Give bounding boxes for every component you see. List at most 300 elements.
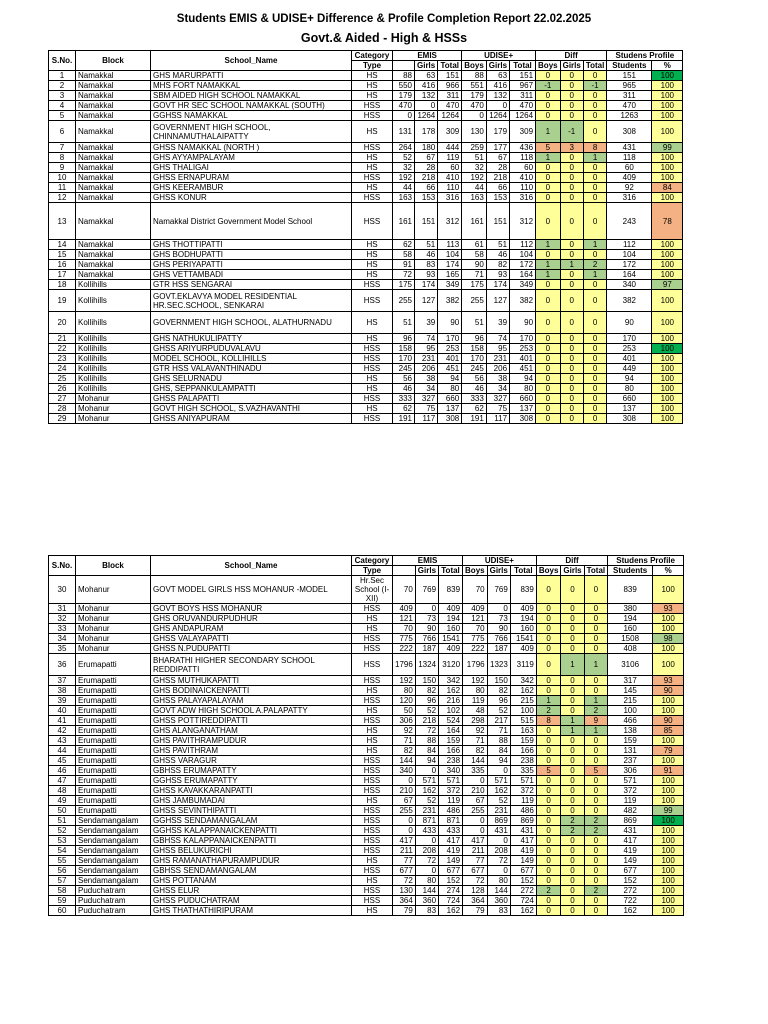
- cell-students: 138: [608, 726, 653, 736]
- cell-pct: 100: [652, 163, 683, 173]
- cell-school-name: MHS FORT NAMAKKAL: [151, 81, 352, 91]
- cell-emis-boys: 72: [393, 876, 416, 886]
- cell-diff-total: 0: [583, 414, 607, 424]
- cell-block: Sendamangalam: [76, 866, 151, 876]
- cell-diff-boys: 0: [536, 634, 561, 644]
- cell-category: HS: [352, 384, 393, 394]
- table-row: [49, 121, 683, 143]
- cell-students: 466: [608, 716, 653, 726]
- cell-school-name: GHSS KONUR: [151, 193, 352, 203]
- header-udise-boys: Boys: [462, 61, 487, 71]
- cell-sno: 5: [49, 111, 76, 121]
- cell-students: 170: [607, 334, 652, 344]
- cell-school-name: GHSS POTTIREDDIPATTI: [151, 716, 352, 726]
- cell-students: 308: [607, 121, 652, 143]
- cell-emis-total: 216: [439, 696, 463, 706]
- cell-emis-boys: 91: [393, 260, 415, 270]
- cell-students: 317: [608, 676, 653, 686]
- cell-diff-boys: 0: [536, 906, 561, 916]
- cell-diff-girls: 0: [560, 364, 583, 374]
- cell-udise-boys: 335: [463, 766, 488, 776]
- header-udise-girls: Girls: [486, 61, 509, 71]
- cell-emis-girls: 208: [415, 846, 438, 856]
- table-row: [49, 746, 684, 756]
- cell-udise-total: 311: [510, 91, 536, 101]
- cell-udise-boys: 32: [462, 163, 487, 173]
- cell-diff-boys: 0: [536, 250, 561, 260]
- cell-diff-boys: -1: [536, 81, 561, 91]
- table-row: [49, 193, 683, 203]
- cell-udise-girls: 117: [486, 414, 509, 424]
- cell-emis-boys: 192: [393, 676, 416, 686]
- cell-diff-boys: 0: [536, 866, 561, 876]
- header-udise-total: Total: [510, 566, 536, 576]
- cell-diff-boys: 0: [536, 384, 561, 394]
- cell-sno: 29: [49, 414, 76, 424]
- cell-sno: 4: [49, 101, 76, 111]
- cell-students: 3106: [608, 654, 653, 676]
- table-row: [49, 374, 683, 384]
- cell-emis-boys: 255: [393, 806, 416, 816]
- header-sno: S.No.: [49, 556, 76, 576]
- cell-school-name: Namakkal District Government Model School: [151, 203, 352, 240]
- cell-students: 1263: [607, 111, 652, 121]
- cell-sno: 30: [49, 576, 76, 604]
- cell-block: Puduchatram: [76, 906, 151, 916]
- cell-diff-total: 0: [583, 121, 607, 143]
- cell-students: 194: [608, 614, 653, 624]
- cell-diff-boys: 0: [536, 746, 561, 756]
- cell-diff-boys: 0: [536, 726, 561, 736]
- cell-pct: 100: [652, 260, 683, 270]
- header-udise-total: Total: [510, 61, 536, 71]
- cell-school-name: GHSS PUDUCHATRAM: [151, 896, 352, 906]
- cell-emis-total: 839: [439, 576, 463, 604]
- cell-diff-boys: 1: [536, 260, 561, 270]
- cell-emis-boys: 62: [393, 240, 415, 250]
- cell-diff-girls: 0: [560, 354, 583, 364]
- cell-sno: 31: [49, 604, 76, 614]
- cell-sno: 17: [49, 270, 76, 280]
- cell-school-name: GGHSS KALAPPANAICKENPATTI: [151, 826, 352, 836]
- cell-sno: 45: [49, 756, 76, 766]
- cell-diff-total: 1: [583, 270, 607, 280]
- cell-sno: 7: [49, 143, 76, 153]
- cell-diff-boys: 0: [536, 290, 561, 312]
- cell-emis-total: 308: [438, 414, 462, 424]
- cell-pct: 93: [653, 676, 684, 686]
- cell-diff-boys: 0: [536, 193, 561, 203]
- table-row: [49, 173, 683, 183]
- cell-udise-girls: 127: [486, 290, 509, 312]
- cell-students: 104: [607, 250, 652, 260]
- cell-school-name: BHARATHI HIGHER SECONDARY SCHOOL REDDIPATTI: [151, 654, 352, 676]
- cell-sno: 10: [49, 173, 76, 183]
- cell-udise-boys: 48: [463, 706, 488, 716]
- cell-pct: 90: [653, 686, 684, 696]
- cell-category: HSS: [352, 634, 393, 644]
- cell-diff-girls: -1: [560, 121, 583, 143]
- cell-diff-girls: 0: [560, 101, 583, 111]
- cell-diff-girls: 0: [560, 163, 583, 173]
- cell-diff-girls: 0: [561, 876, 584, 886]
- cell-sno: 11: [49, 183, 76, 193]
- cell-school-name: MODEL SCHOOL, KOLLIHILLS: [151, 354, 352, 364]
- header-diff-girls: Girls: [561, 566, 584, 576]
- cell-school-name: GHS, SEPPANKULAMPATTI: [151, 384, 352, 394]
- cell-emis-total: 724: [439, 896, 463, 906]
- cell-udise-girls: 96: [487, 696, 510, 706]
- cell-emis-total: 1264: [438, 111, 462, 121]
- cell-pct: 84: [652, 183, 683, 193]
- cell-diff-boys: 0: [536, 876, 561, 886]
- cell-students: 308: [607, 414, 652, 424]
- cell-pct: 100: [652, 250, 683, 260]
- cell-udise-boys: 298: [463, 716, 488, 726]
- cell-udise-total: 660: [510, 394, 536, 404]
- cell-emis-boys: 82: [393, 746, 416, 756]
- cell-pct: 100: [652, 344, 683, 354]
- cell-udise-boys: 191: [462, 414, 487, 424]
- cell-diff-girls: 0: [560, 111, 583, 121]
- cell-block: Kollihills: [76, 334, 151, 344]
- cell-category: HS: [352, 270, 393, 280]
- cell-udise-girls: 869: [487, 816, 510, 826]
- cell-emis-total: 174: [438, 260, 462, 270]
- cell-school-name: GOVERNMENT HIGH SCHOOL, CHINNAMUTHALAIPATTY: [151, 121, 352, 143]
- cell-udise-total: 677: [510, 866, 536, 876]
- cell-diff-boys: 0: [536, 654, 561, 676]
- table-row: [49, 736, 684, 746]
- cell-diff-boys: 0: [536, 334, 561, 344]
- cell-udise-boys: 71: [462, 270, 487, 280]
- cell-udise-total: 1541: [510, 634, 536, 644]
- cell-udise-girls: 151: [486, 203, 509, 240]
- cell-sno: 51: [49, 816, 76, 826]
- cell-emis-total: 524: [439, 716, 463, 726]
- cell-school-name: GHS SELURNADU: [151, 374, 352, 384]
- cell-category: Hr.Sec School (I-XII): [352, 576, 393, 604]
- header-school-name: School_Name: [151, 556, 352, 576]
- cell-diff-girls: 0: [560, 153, 583, 163]
- cell-emis-total: 60: [438, 163, 462, 173]
- cell-udise-boys: 417: [463, 836, 488, 846]
- cell-diff-total: 0: [584, 634, 608, 644]
- cell-school-name: GHS PERIYAPATTI: [151, 260, 352, 270]
- table-row: [49, 260, 683, 270]
- cell-category: HSS: [352, 193, 393, 203]
- cell-emis-boys: 470: [393, 101, 415, 111]
- cell-block: Namakkal: [76, 183, 151, 193]
- cell-diff-girls: 0: [561, 866, 584, 876]
- cell-emis-boys: 0: [393, 826, 416, 836]
- cell-school-name: GHS VETTAMBADI: [151, 270, 352, 280]
- cell-students: 137: [607, 404, 652, 414]
- cell-diff-boys: 0: [536, 183, 561, 193]
- cell-diff-total: 0: [583, 173, 607, 183]
- cell-block: Erumapatti: [76, 736, 151, 746]
- cell-emis-girls: 132: [415, 91, 438, 101]
- cell-pct: 100: [653, 644, 684, 654]
- table-row: [49, 270, 683, 280]
- cell-diff-boys: 0: [536, 163, 561, 173]
- cell-students: 340: [607, 280, 652, 290]
- cell-students: 100: [608, 706, 653, 716]
- cell-diff-total: 0: [583, 334, 607, 344]
- cell-school-name: GBHSS ERUMAPATTY: [151, 766, 352, 776]
- cell-category: HS: [352, 374, 393, 384]
- cell-students: 449: [607, 364, 652, 374]
- cell-udise-boys: 121: [463, 614, 488, 624]
- cell-emis-total: 170: [438, 334, 462, 344]
- cell-block: Erumapatti: [76, 696, 151, 706]
- table-row: [49, 624, 684, 634]
- table-row: [49, 354, 683, 364]
- cell-diff-boys: 0: [536, 776, 561, 786]
- table-row: [49, 796, 684, 806]
- cell-category: HS: [352, 706, 393, 716]
- table-row: [49, 576, 684, 604]
- cell-diff-boys: 0: [536, 394, 561, 404]
- cell-udise-total: 419: [510, 846, 536, 856]
- report-title: Students EMIS & UDISE+ Difference & Profile Completion Report 22.02.2025: [176, 13, 592, 25]
- cell-diff-girls: 0: [560, 71, 583, 81]
- cell-udise-girls: 769: [487, 576, 510, 604]
- cell-udise-boys: 409: [463, 604, 488, 614]
- cell-emis-total: 137: [438, 404, 462, 414]
- cell-diff-girls: 0: [561, 846, 584, 856]
- cell-block: Namakkal: [76, 101, 151, 111]
- cell-school-name: GOVT HIGH SCHOOL, S.VAZHAVANTHI: [151, 404, 352, 414]
- cell-emis-total: 159: [439, 736, 463, 746]
- cell-udise-total: 162: [510, 906, 536, 916]
- cell-pct: 100: [653, 796, 684, 806]
- cell-pct: 100: [652, 173, 683, 183]
- cell-udise-boys: 58: [462, 250, 487, 260]
- cell-sno: 3: [49, 91, 76, 101]
- cell-udise-boys: 79: [463, 906, 488, 916]
- cell-udise-girls: 39: [486, 312, 509, 334]
- cell-emis-girls: 0: [415, 604, 438, 614]
- cell-emis-girls: 0: [415, 836, 438, 846]
- cell-diff-boys: 0: [536, 816, 561, 826]
- cell-diff-girls: 0: [561, 686, 584, 696]
- cell-block: Sendamangalam: [76, 876, 151, 886]
- cell-category: HS: [352, 736, 393, 746]
- cell-pct: 100: [653, 624, 684, 634]
- cell-emis-total: 419: [439, 846, 463, 856]
- header-profile: Studens Profile: [608, 556, 684, 566]
- cell-udise-total: 309: [510, 121, 536, 143]
- cell-pct: 79: [653, 746, 684, 756]
- cell-category: HS: [352, 240, 393, 250]
- cell-block: Puduchatram: [76, 886, 151, 896]
- table-row: [49, 153, 683, 163]
- cell-category: HSS: [352, 111, 393, 121]
- cell-emis-boys: 417: [393, 836, 416, 846]
- cell-udise-total: 335: [510, 766, 536, 776]
- cell-sno: 43: [49, 736, 76, 746]
- table-row: [49, 101, 683, 111]
- cell-sno: 40: [49, 706, 76, 716]
- cell-pct: 100: [652, 193, 683, 203]
- cell-sno: 34: [49, 634, 76, 644]
- cell-students: 80: [607, 384, 652, 394]
- cell-category: HS: [352, 334, 393, 344]
- table-row: [49, 344, 683, 354]
- cell-diff-boys: 0: [536, 344, 561, 354]
- cell-diff-boys: 0: [536, 312, 561, 334]
- cell-pct: 100: [653, 856, 684, 866]
- cell-udise-boys: 163: [462, 193, 487, 203]
- cell-emis-girls: 66: [415, 183, 438, 193]
- cell-block: Erumapatti: [76, 776, 151, 786]
- cell-udise-total: 118: [510, 153, 536, 163]
- cell-block: Erumapatti: [76, 676, 151, 686]
- cell-diff-boys: 0: [536, 624, 561, 634]
- cell-block: Kollihills: [76, 280, 151, 290]
- cell-diff-total: 0: [583, 374, 607, 384]
- table-row: [49, 866, 684, 876]
- cell-emis-girls: 93: [415, 270, 438, 280]
- cell-emis-total: 113: [438, 240, 462, 250]
- cell-school-name: GHSS SEVINTHIPATTI: [151, 806, 352, 816]
- cell-diff-total: 0: [584, 856, 608, 866]
- cell-sno: 41: [49, 716, 76, 726]
- header-udise-boys: Boys: [463, 566, 488, 576]
- cell-students: 152: [608, 876, 653, 886]
- cell-diff-boys: 1: [536, 696, 561, 706]
- cell-pct: 100: [653, 706, 684, 716]
- cell-school-name: GHS ORUVANDURPUDHUR: [151, 614, 352, 624]
- cell-udise-total: 149: [510, 856, 536, 866]
- cell-diff-boys: 0: [536, 846, 561, 856]
- header-emis-girls: Girls: [415, 566, 438, 576]
- cell-diff-boys: 0: [536, 91, 561, 101]
- cell-pct: 100: [652, 384, 683, 394]
- cell-students: 571: [608, 776, 653, 786]
- cell-pct: 78: [652, 203, 683, 240]
- cell-block: Erumapatti: [76, 716, 151, 726]
- cell-udise-girls: 88: [487, 736, 510, 746]
- cell-udise-boys: 77: [463, 856, 488, 866]
- cell-pct: 100: [653, 654, 684, 676]
- cell-diff-girls: 0: [560, 384, 583, 394]
- cell-udise-boys: 259: [462, 143, 487, 153]
- cell-emis-total: 401: [438, 354, 462, 364]
- cell-block: Mohanur: [76, 644, 151, 654]
- cell-emis-boys: 245: [393, 364, 415, 374]
- cell-udise-total: 272: [510, 886, 536, 896]
- cell-block: Namakkal: [76, 71, 151, 81]
- cell-diff-girls: 0: [560, 280, 583, 290]
- cell-diff-boys: 1: [536, 153, 561, 163]
- cell-diff-total: 1: [584, 696, 608, 706]
- table-row: [49, 826, 684, 836]
- table-row: [49, 676, 684, 686]
- cell-udise-boys: 255: [462, 290, 487, 312]
- cell-pct: 100: [653, 836, 684, 846]
- cell-udise-boys: 179: [462, 91, 487, 101]
- cell-udise-girls: 231: [487, 806, 510, 816]
- cell-emis-girls: 0: [415, 766, 438, 776]
- cell-students: 380: [608, 604, 653, 614]
- cell-block: Namakkal: [76, 121, 151, 143]
- cell-diff-boys: 0: [536, 604, 561, 614]
- cell-emis-total: 444: [438, 143, 462, 153]
- cell-emis-girls: 127: [415, 290, 438, 312]
- table-row: [49, 71, 683, 81]
- cell-block: Mohanur: [76, 614, 151, 624]
- table-row: [49, 836, 684, 846]
- header-sno: S.No.: [49, 51, 76, 71]
- cell-pct: 100: [652, 81, 683, 91]
- cell-school-name: GHSS VALAYAPATTI: [151, 634, 352, 644]
- cell-diff-boys: 0: [536, 203, 561, 240]
- cell-udise-total: 409: [510, 644, 536, 654]
- cell-category: HSS: [352, 696, 393, 706]
- cell-diff-total: 0: [584, 746, 608, 756]
- cell-school-name: GHS JAMBUMADAI: [151, 796, 352, 806]
- cell-block: Namakkal: [76, 81, 151, 91]
- cell-udise-girls: 153: [486, 193, 509, 203]
- cell-emis-girls: 38: [415, 374, 438, 384]
- cell-emis-total: 486: [439, 806, 463, 816]
- cell-diff-boys: 0: [536, 856, 561, 866]
- cell-emis-girls: 151: [415, 203, 438, 240]
- cell-udise-girls: 150: [487, 676, 510, 686]
- cell-diff-girls: 1: [561, 716, 584, 726]
- cell-emis-girls: 766: [415, 634, 438, 644]
- header-type: Type: [352, 61, 393, 71]
- cell-emis-girls: 96: [415, 696, 438, 706]
- cell-emis-girls: 46: [415, 250, 438, 260]
- cell-udise-boys: 775: [463, 634, 488, 644]
- cell-udise-total: 372: [510, 786, 536, 796]
- cell-emis-boys: 0: [393, 776, 416, 786]
- table-row: [49, 143, 683, 153]
- cell-pct: 100: [653, 896, 684, 906]
- cell-pct: 91: [653, 766, 684, 776]
- cell-sno: 13: [49, 203, 76, 240]
- cell-diff-girls: 0: [561, 896, 584, 906]
- cell-diff-total: 0: [584, 776, 608, 786]
- cell-diff-total: 0: [584, 896, 608, 906]
- cell-students: 869: [608, 816, 653, 826]
- cell-emis-total: 410: [438, 173, 462, 183]
- cell-school-name: GOVT BOYS HSS MOHANUR: [151, 604, 352, 614]
- cell-emis-total: 433: [439, 826, 463, 836]
- cell-udise-girls: 75: [486, 404, 509, 414]
- cell-emis-girls: 83: [415, 260, 438, 270]
- cell-udise-total: 194: [510, 614, 536, 624]
- cell-diff-total: 0: [584, 576, 608, 604]
- cell-emis-boys: 120: [393, 696, 416, 706]
- table-row: [49, 654, 684, 676]
- cell-pct: 100: [653, 906, 684, 916]
- cell-pct: 100: [652, 71, 683, 81]
- cell-category: HSS: [352, 604, 393, 614]
- cell-udise-boys: 62: [462, 404, 487, 414]
- cell-category: HS: [352, 163, 393, 173]
- cell-emis-boys: 51: [393, 312, 415, 334]
- cell-emis-boys: 70: [393, 624, 416, 634]
- cell-udise-girls: 84: [487, 746, 510, 756]
- cell-pct: 100: [653, 576, 684, 604]
- cell-emis-boys: 211: [393, 846, 416, 856]
- cell-udise-total: 80: [510, 384, 536, 394]
- cell-diff-girls: 0: [561, 786, 584, 796]
